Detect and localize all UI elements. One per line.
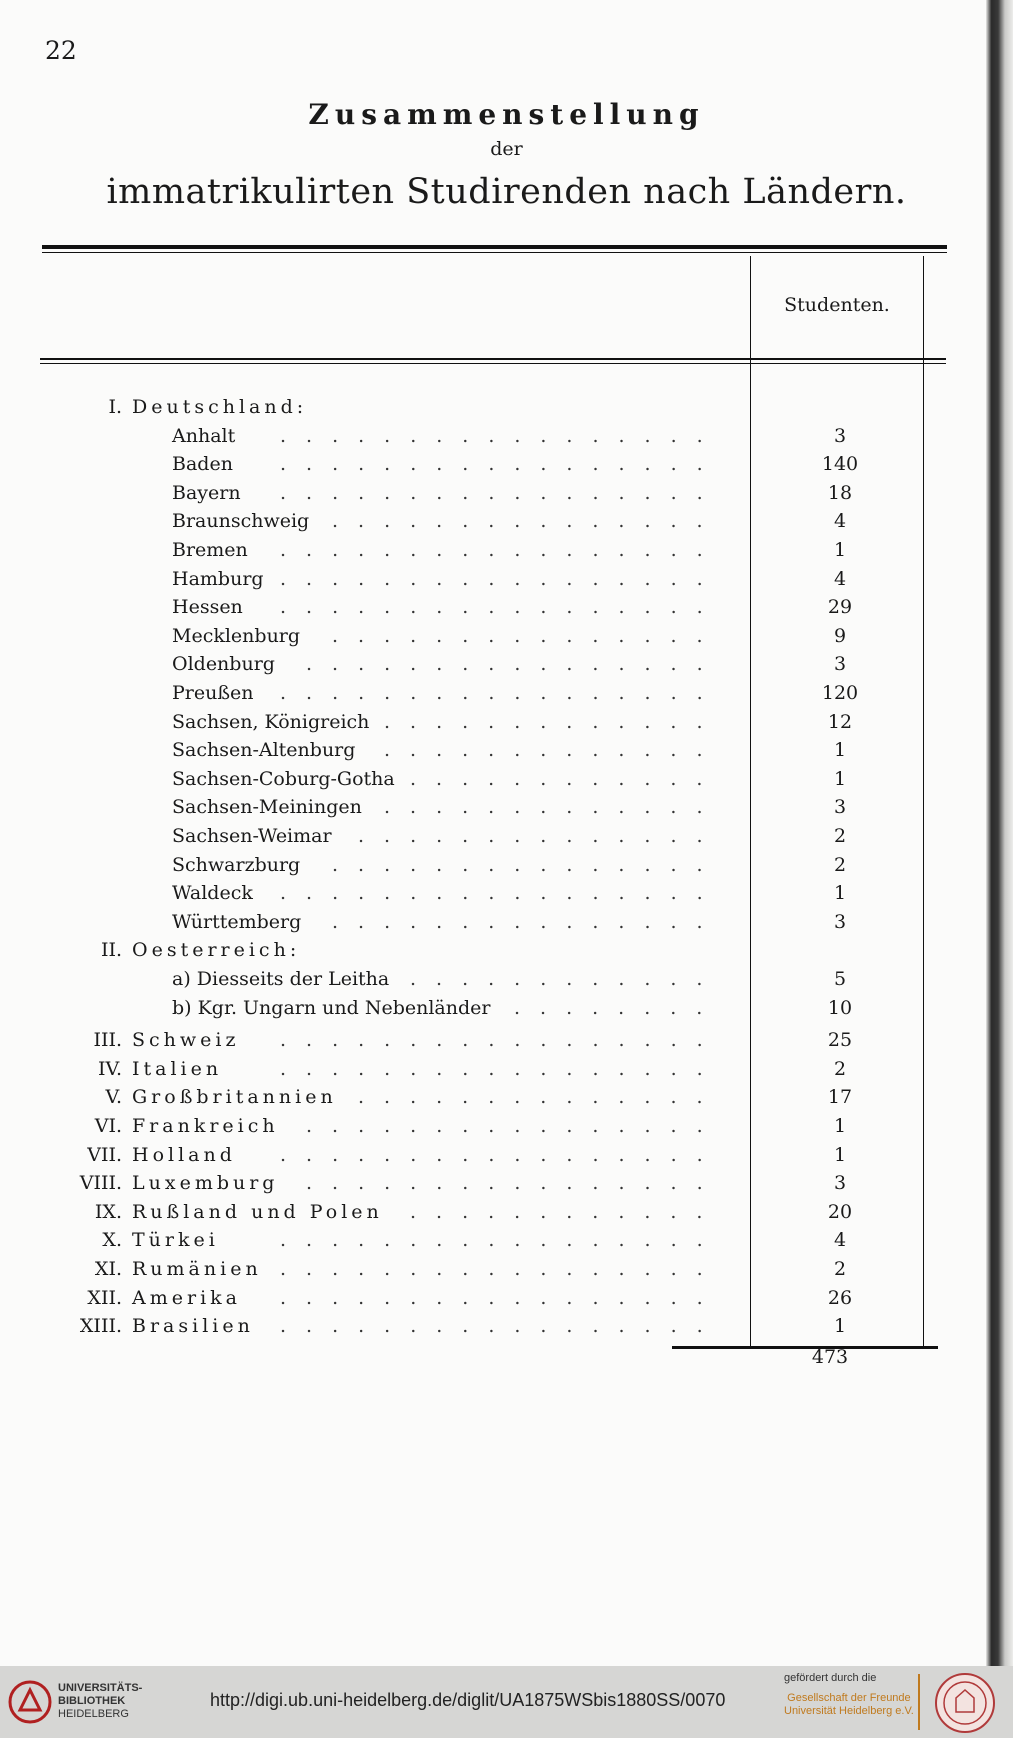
row-label: Sachsen, Königreich [172,711,370,733]
row-value: 9 [833,625,847,647]
leader-dots: ................. [280,539,723,561]
row-value: 1 [833,1144,847,1166]
row-roman-numeral: XII. [87,1287,122,1309]
total-value: 473 [811,1346,849,1368]
row-roman-numeral: V. [105,1086,122,1108]
row-label: Amerika [132,1287,241,1309]
row-label: Bremen [172,539,248,561]
table-row [0,793,940,821]
row-label: Rußland und Polen [132,1201,383,1223]
header-rule-top [40,358,946,360]
row-value: 1 [833,539,847,561]
leader-dots: ................. [280,1144,723,1166]
footer-divider [918,1674,920,1730]
leader-dots: ............... [332,510,723,532]
header-rule-bottom [40,363,946,364]
leader-dots: ............. [384,739,723,761]
sum-rule-thick [672,1346,938,1349]
row-value: 26 [827,1287,853,1309]
leader-dots: ................ [306,1115,723,1137]
table-row [0,1284,940,1312]
row-label: Sachsen-Coburg-Gotha [172,768,395,790]
table-row [0,1312,940,1340]
leader-dots: ........ [514,997,723,1019]
row-roman-numeral: IV. [98,1058,122,1080]
row-value: 2 [833,854,847,876]
footer-bar [0,1666,1013,1738]
title-heading: Zusammenstellung [308,98,705,131]
leader-dots: ................. [280,596,723,618]
leader-dots: ................. [280,1058,723,1080]
row-value: 10 [827,997,853,1019]
leader-dots: .............. [358,825,723,847]
table-row [0,479,940,507]
table-row [0,1255,940,1283]
leader-dots: ................. [280,1029,723,1051]
leader-dots: ............ [410,1201,723,1223]
row-label: Braunschweig [172,510,310,532]
table-row [0,507,940,535]
leader-dots: ............. [384,796,723,818]
top-rule-thick [42,245,947,249]
row-value: 29 [827,596,853,618]
row-value: 2 [833,1058,847,1080]
row-label: Oesterreich: [132,939,301,961]
row-label: Baden [172,453,233,475]
row-value: 4 [833,510,847,532]
row-value: 1 [833,768,847,790]
table-row [0,622,940,650]
table-row [0,1141,940,1169]
row-value: 3 [833,1172,847,1194]
leader-dots: ................. [280,568,723,590]
sponsor-heading: gefördert durch die [784,1672,877,1684]
row-label: Rumänien [132,1258,262,1280]
row-label: Sachsen-Meiningen [172,796,362,818]
row-value: 12 [827,711,853,733]
row-label: Brasilien [132,1315,254,1337]
table-row [0,593,940,621]
row-label: Württemberg [172,911,302,933]
row-roman-numeral: XIII. [79,1315,122,1337]
row-label: Hessen [172,596,243,618]
leader-dots: ............ [410,968,723,990]
row-label: Türkei [132,1229,219,1251]
row-roman-numeral: X. [102,1229,122,1251]
table-row [0,936,940,964]
table-row [0,908,940,936]
leader-dots: ................ [306,653,723,675]
row-roman-numeral: IX. [94,1201,122,1223]
leader-dots: ................. [280,1287,723,1309]
library-logo-icon [8,1680,52,1724]
table-row [0,879,940,907]
table-row [0,822,940,850]
row-roman-numeral: II. [100,939,122,961]
permalink-url[interactable]: http://digi.ub.uni-heidelberg.de/diglit/UA1875WSbis1880SS/0070 [210,1690,726,1710]
page-number: 22 [45,36,77,65]
row-label: Schweiz [132,1029,240,1051]
table-row [0,1112,940,1140]
table-row [0,736,940,764]
leader-dots: ................. [280,882,723,904]
table-row [0,1055,940,1083]
row-label: Italien [132,1058,223,1080]
leader-dots: ................. [280,1229,723,1251]
university-seal-icon [934,1672,996,1734]
row-roman-numeral: XI. [94,1258,122,1280]
row-value: 1 [833,882,847,904]
row-label: Preußen [172,682,254,704]
table-row [0,965,940,993]
leader-dots: ............ [410,768,723,790]
table-row [0,393,940,421]
leader-dots: ............. [384,711,723,733]
table-row [0,450,940,478]
table-row [0,765,940,793]
leader-dots: ................. [280,1258,723,1280]
row-label: a) Diesseits der Leitha [172,968,390,990]
row-label: Großbritannien [132,1086,337,1108]
row-value: 5 [833,968,847,990]
row-roman-numeral: I. [108,396,122,418]
row-value: 120 [821,682,859,704]
row-label: Frankreich [132,1115,279,1137]
row-value: 4 [833,1229,847,1251]
table-row [0,1226,940,1254]
row-label: Anhalt [172,425,236,447]
row-value: 3 [833,911,847,933]
leader-dots: .............. [358,1086,723,1108]
row-value: 25 [827,1029,853,1051]
leader-dots: ............... [332,854,723,876]
table-row [0,994,940,1022]
leader-dots: ................. [280,682,723,704]
row-label: Deutschland: [132,396,308,418]
table-row [0,1026,940,1054]
row-label: Bayern [172,482,241,504]
row-label: Waldeck [172,882,253,904]
table-row [0,650,940,678]
leader-dots: ................. [280,1315,723,1337]
leader-dots: ................. [280,453,723,475]
row-value: 3 [833,653,847,675]
library-name: UNIVERSITÄTS- BIBLIOTHEK HEIDELBERG [58,1682,143,1720]
row-value: 3 [833,796,847,818]
table-row [0,679,940,707]
title-der: der [490,138,523,160]
row-value: 1 [833,739,847,761]
row-value: 18 [827,482,853,504]
row-label: Oldenburg [172,653,275,675]
table-row [0,1169,940,1197]
row-roman-numeral: VIII. [79,1172,122,1194]
leader-dots: ............... [332,911,723,933]
row-value: 17 [827,1086,853,1108]
title-subheading: immatrikulirten Studirenden nach Ländern. [106,172,907,212]
leader-dots: ................. [280,482,723,504]
row-label: Luxemburg [132,1172,279,1194]
column-header-studenten: Studenten. [784,294,890,316]
table-row [0,708,940,736]
row-value: 4 [833,568,847,590]
table-row [0,1083,940,1111]
row-label: Hamburg [172,568,264,590]
sponsor-name: Gesellschaft der Freunde Universität Heidelberg e.V. [784,1692,914,1717]
row-value: 2 [833,825,847,847]
row-roman-numeral: III. [93,1029,122,1051]
table-row [0,851,940,879]
row-label: Mecklenburg [172,625,301,647]
row-roman-numeral: VII. [87,1144,122,1166]
table-row [0,565,940,593]
row-label: b) Kgr. Ungarn und Nebenländer [172,997,491,1019]
row-label: Schwarzburg [172,854,301,876]
row-label: Sachsen-Altenburg [172,739,356,761]
row-label: Holland [132,1144,236,1166]
table-row [0,422,940,450]
row-value: 140 [821,453,859,475]
leader-dots: ............... [332,625,723,647]
row-value: 20 [827,1201,853,1223]
row-label: Sachsen-Weimar [172,825,332,847]
leader-dots: ................ [306,1172,723,1194]
row-value: 1 [833,1115,847,1137]
row-value: 2 [833,1258,847,1280]
table-row [0,1198,940,1226]
row-value: 3 [833,425,847,447]
top-rule-thin [42,252,947,253]
page-edge-shadow [986,0,1013,1666]
row-value: 1 [833,1315,847,1337]
table-row [0,536,940,564]
leader-dots: ................. [280,425,723,447]
row-roman-numeral: VI. [94,1115,122,1137]
